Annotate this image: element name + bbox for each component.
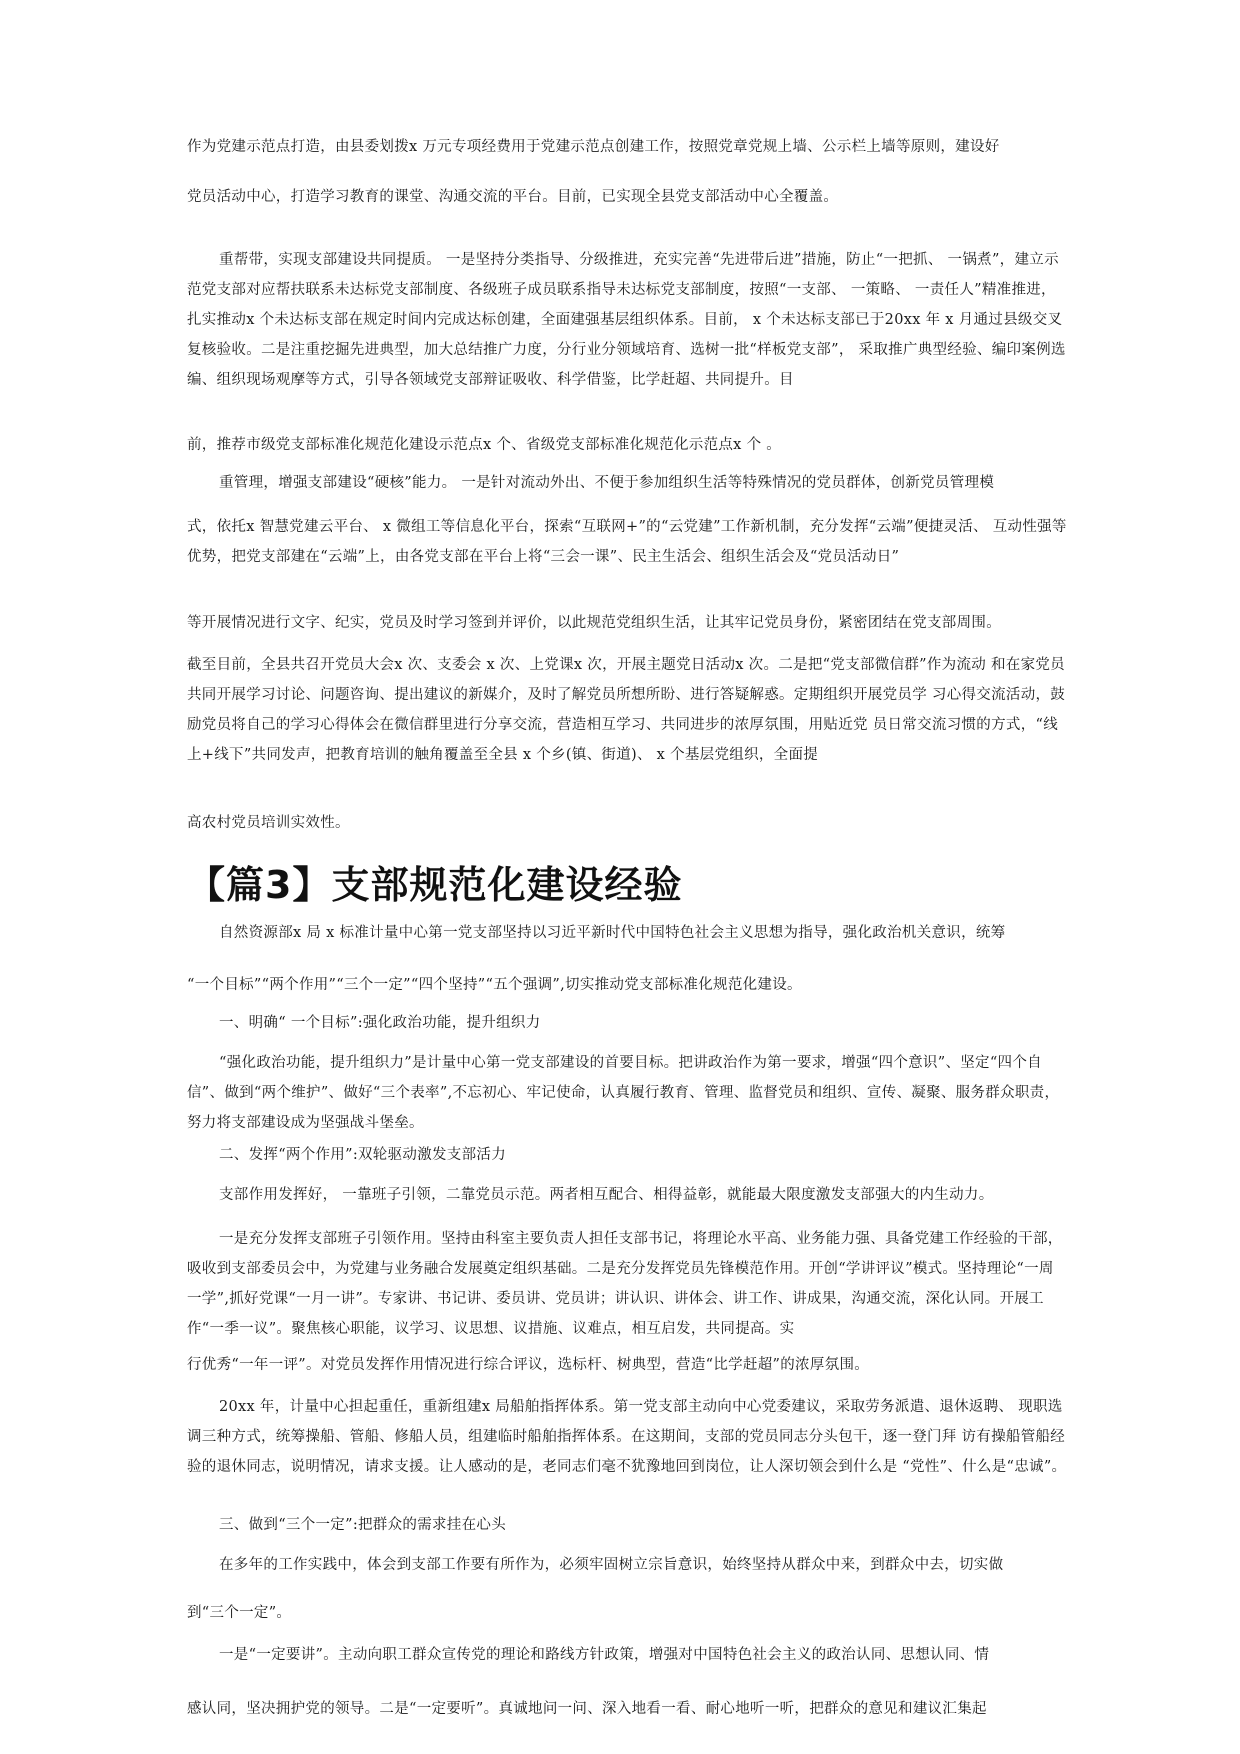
paragraph: 20xx 年，计量中心担起重任，重新组建x 局船舶指挥体系。第一党支部主动向中心党委建议，采取劳务派遣、退休返聘、 现职选调三种方式，统筹操船、管船、修船人员，组建临时船舶指挥体系。在这期间，支部的党员同志分头包干，逐一登门拜 访有操船管船经验的退休同志，说明情况，请求支援。让人感动的是，老同志们毫不犹豫地回到岗位，让人深切领会到什么是 “党性”、什么是“忠诚”。: [187, 1399, 1067, 1475]
paragraph: 到“三个一定”。: [187, 1605, 292, 1621]
paragraph: 重管理，增强支部建设“硬核”能力。 一是针对流动外出、不便于参加组织生活等特殊情况的党员群体，创新党员管理模: [219, 475, 995, 491]
paragraph: “一个目标”“两个作用”“三个一定”“四个坚持”“五个强调”,切实推动党支部标准化规范化建设。: [187, 977, 802, 993]
paragraph: 一是充分发挥支部班子引领作用。坚持由科室主要负责人担任支部书记，将理论水平高、业务能力强、具备党建工作经验的干部，吸收到支部委员会中，为党建与业务融合发展奠定组织基础。二是充分发挥党员先锋模范作用。开创“学讲评议”模式。坚持理论“一周一学”,抓好党课“一月一讲”。专家讲、书记讲、委员讲、党员讲；讲认识、讲体会、讲工作、讲成果，沟通交流，深化认同。开展工作“一季一议”。聚焦核心职能，议学习、议思想、议措施、议难点，相互启发，共同提高。实: [187, 1231, 1063, 1337]
paragraph: 党员活动中心，打造学习教育的课堂、沟通交流的平台。目前，已实现全县党支部活动中心全覆盖。: [187, 189, 839, 205]
paragraph: 截至目前，全县共召开党员大会x 次、支委会 x 次、上党课x 次，开展主题党日活动x 次。二是把“党支部微信群”作为流动 和在家党员共同开展学习讨论、问题咨询、提出建议的新媒介，及时了解党员所想所盼、进行答疑解惑。定期组织开展党员学 习心得交流活动，鼓励党员将自己的学习心得体会在微信群里进行分享交流，营造相互学习、共同进步的浓厚氛围，用贴近党 员日常交流习惯的方式，“线上+线下”共同发声，把教育培训的触角覆盖至全县 x 个乡(镇、街道)、 x 个基层党组织，全面提: [187, 657, 1066, 763]
subheading: 三、做到“三个一定”:把群众的需求挂在心头: [219, 1517, 507, 1533]
paragraph: 行优秀“一年一评”。对党员发挥作用情况进行综合评议，选标杆、树典型，营造“比学赶超”的浓厚氛围。: [187, 1357, 870, 1373]
paragraph: 感认同，坚决拥护党的领导。二是“一定要听”。真诚地问一问、深入地看一看、耐心地听一听，把群众的意见和建议汇集起: [187, 1701, 987, 1717]
subheading: 二、发挥“两个作用”:双轮驱动激发支部活力: [219, 1147, 507, 1163]
paragraph: 高农村党员培训实效性。: [187, 815, 350, 831]
paragraph: 重帮带，实现支部建设共同提质。 一是坚持分类指导、分级推进，充实完善“先进带后进”措施，防止“一把抓、 一锅煮”，建立示范党支部对应帮扶联系未达标党支部制度、各级班子成员联系指导未达标党支部制度，按照“一支部、 一策略、 一责任人”精准推进，扎实推动x 个未达标支部在规定时间内完成达标创建，全面建强基层组织体系。目前， x 个未达标支部已于20xx 年 x 月通过县级交叉复核验收。二是注重挖掘先进典型，加大总结推广力度，分行业分领域培育、选树一批“样板党支部”， 采取推广典型经验、编印案例选编、组织现场观摩等方式，引导各领域党支部辩证吸收、科学借鉴，比学赶超、共同提升。目: [187, 252, 1066, 388]
paragraph: 等开展情况进行文字、纪实，党员及时学习签到并评价，以此规范党组织生活，让其牢记党员身份，紧密团结在党支部周围。: [187, 615, 1001, 631]
subheading: 一、明确“ 一个目标”:强化政治功能，提升组织力: [219, 1015, 541, 1031]
paragraph: “强化政治功能，提升组织力”是计量中心第一党支部建设的首要目标。把讲政治作为第一要求，增强“四个意识”、坚定“四个自信”、做到“两个维护”、做好“三个表率”,不忘初心、牢记使命，认真履行教育、管理、监督党员和组织、宣传、凝聚、服务群众职责，努力将支部建设成为坚强战斗堡垒。: [187, 1055, 1060, 1131]
section-heading: 【篇3】支部规范化建设经验: [187, 863, 683, 907]
paragraph: 自然资源部x 局 x 标准计量中心第一党支部坚持以习近平新时代中国特色社会主义思想为指导，强化政治机关意识，统筹: [219, 925, 1006, 941]
paragraph: 在多年的工作实践中，体会到支部工作要有所作为，必须牢固树立宗旨意识，始终坚持从群众中来，到群众中去，切实做: [219, 1557, 1004, 1573]
paragraph: 作为党建示范点打造，由县委划拨x 万元专项经费用于党建示范点创建工作，按照党章党规上墙、公示栏上墙等原则，建设好: [187, 139, 1000, 155]
paragraph: 一是“一定要讲”。主动向职工群众宣传党的理论和路线方针政策，增强对中国特色社会主义的政治认同、思想认同、情: [219, 1647, 990, 1663]
paragraph: 式，依托x 智慧党建云平台、 x 微组工等信息化平台，探索“互联网+”的“云党建”工作新机制，充分发挥“云端”便捷灵活、 互动性强等优势，把党支部建在“云端”上，由各党支部在平台上将“三会一课”、民主生活会、组织生活会及“党员活动日”: [187, 519, 1067, 565]
paragraph: 前，推荐市级党支部标准化规范化建设示范点x 个、省级党支部标准化规范化示范点x 个 。: [187, 437, 782, 453]
paragraph: 支部作用发挥好， 一靠班子引领，二靠党员示范。两者相互配合、相得益彰，就能最大限度激发支部强大的内生动力。: [219, 1187, 994, 1203]
